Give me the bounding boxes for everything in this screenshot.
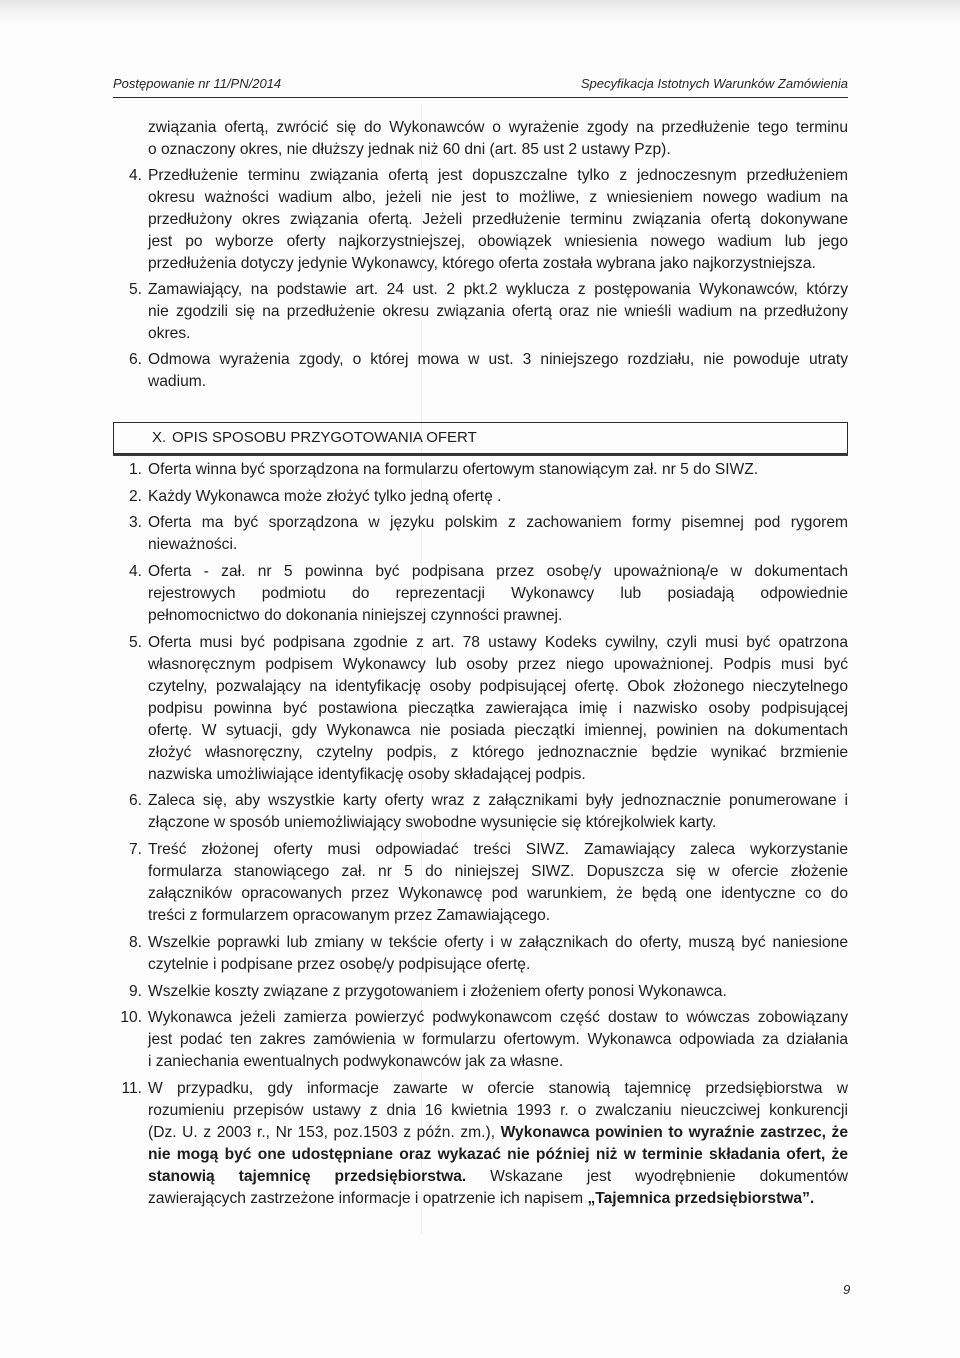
text-line: przedłużony okres związania ofertą. Jeżeli przedłużenie terminu związania ofertą dokonywane bbox=[148, 211, 848, 228]
list-item bbox=[128, 932, 848, 976]
list-item bbox=[120, 1007, 848, 1073]
text-line: podpisu powinna być postawiona pieczątka zawierająca imię i nazwisko osoby podpisującej bbox=[148, 699, 848, 717]
bold-text: stanowią tajemnicę przedsiębiorstwa. bbox=[148, 1167, 467, 1185]
section-title: OPIS SPOSOBU PRZYGOTOWANIA OFERT bbox=[172, 429, 477, 446]
section-heading-box bbox=[113, 422, 848, 454]
text-line: wadium. bbox=[148, 373, 207, 390]
list-item bbox=[128, 165, 848, 275]
text-line bbox=[148, 1166, 848, 1188]
text-line: treści z formularzem opracowanym przez Zamawiającego. bbox=[148, 907, 551, 925]
text-line bbox=[148, 1144, 848, 1166]
text-line: czytelny, pozwalający na identyfikację osoby podpisującej ofertę. Obok złożonego nieczytelnego bbox=[148, 677, 848, 695]
text-line: ofertę. W sytuacji, gdy Wykonawca nie posiada pieczątki imiennej, powinien na dokumentach bbox=[148, 721, 848, 739]
text-line: Zamawiający, na podstawie art. 24 ust. 2 pkt.2 wyklucza z postępowania Wykonawców, którzy bbox=[148, 281, 848, 298]
list-item bbox=[128, 790, 848, 834]
list-item bbox=[121, 1078, 849, 1210]
item-number: 5. bbox=[128, 633, 142, 651]
item-number: 6. bbox=[128, 792, 142, 810]
list-item bbox=[128, 349, 848, 393]
item-number: 1. bbox=[128, 461, 142, 478]
text-line bbox=[148, 1188, 848, 1210]
item-number: 9. bbox=[128, 982, 142, 1000]
text-line: jest podać ten zakres zamówienia w formularzu ofertowym. Wykonawca odpowiada za działania bbox=[148, 1031, 848, 1049]
text-line: nie zgodzili się na przedłużenie okresu związania ofertą oraz nie wnieśli wadium na przedłużony bbox=[148, 303, 848, 320]
text-line bbox=[148, 1122, 848, 1144]
list-item bbox=[128, 981, 848, 1003]
text-line: pełnomocnictwo do dokonania niniejszej czynności prawnej. bbox=[148, 607, 563, 625]
list-item bbox=[128, 561, 848, 627]
text-line: nieważności. bbox=[148, 536, 238, 554]
text-line: okres. bbox=[148, 325, 191, 342]
text-line: Zaleca się, aby wszystkie karty oferty wraz z załącznikami były jednoznacznie ponumerowane i bbox=[148, 792, 848, 810]
header-divider bbox=[113, 97, 848, 98]
item-number: 3. bbox=[128, 514, 142, 532]
text-line: Odmowa wyrażenia zgody, o której mowa w ust. 3 niniejszego rozdziału, nie powoduje utraty bbox=[148, 351, 848, 368]
list-item bbox=[128, 459, 848, 481]
text-line: o oznaczony okres, nie dłuższy jednak niż 60 dni (art. 85 ust 2 ustawy Pzp). bbox=[148, 141, 671, 158]
text-line: rejestrowych podmiotu do reprezentacji Wykonawcy lub posiadają odpowiednie bbox=[148, 585, 848, 603]
text-segment: Wskazane jest wyodrębnienie dokumentów bbox=[466, 1167, 849, 1185]
text-line: i zaniechania ewentualnych podwykonawców jak za własne. bbox=[148, 1053, 564, 1071]
text-line: Przedłużenie terminu związania ofertą jest dopuszczalne tylko z jednoczesnym przedłużeniem bbox=[148, 167, 848, 184]
text-line: jest po wyborze oferty najkorzystniejszej, obowiązek wniesienia nowego wadium lub jego bbox=[148, 233, 848, 250]
text-line: załączników opracowanych przez Wykonawcę pod warunkiem, że będą one identyczne co do bbox=[148, 885, 848, 903]
text-line: Wykonawca jeżeli zamierza powierzyć podwykonawcom część dostaw to wówczas zobowiązany bbox=[148, 1009, 848, 1027]
text-line: Każdy Wykonawca może złożyć tylko jedną ofertę . bbox=[148, 487, 502, 505]
header-document-title: Specyfikacja Istotnych Warunków Zamówienia bbox=[580, 76, 848, 91]
list-item bbox=[128, 279, 848, 345]
item-number: 8. bbox=[128, 933, 142, 951]
list-item bbox=[128, 839, 848, 927]
section-number: X. bbox=[152, 429, 167, 446]
bold-text: Wykonawca powinien to wyraźnie zastrzec, że bbox=[500, 1123, 848, 1141]
text-line: związania ofertą, zwrócić się do Wykonawców o wyrażenie zgody na przedłużenie tego terminu bbox=[148, 119, 848, 136]
text-line: Oferta - zał. nr 5 powinna być podpisana przez osobę/y upoważnioną/e w dokumentach bbox=[148, 563, 848, 581]
item-number: 7. bbox=[128, 841, 142, 859]
bold-text: nie mogą być one udostępniane oraz wykazać nie później niż w terminie składania ofert, że bbox=[148, 1145, 848, 1163]
text-line: własnoręcznym podpisem Wykonawcy lub osoby przez niego upoważnionej. Podpis musi być bbox=[148, 655, 848, 673]
text-line: Oferta musi być podpisana zgodnie z art. 78 ustawy Kodeks cywilny, czyli musi być opatrzona bbox=[148, 633, 848, 651]
section-x-list bbox=[120, 459, 849, 1215]
text-line: rozumieniu przepisów ustawy z dnia 16 kwietnia 1993 r. o zwalczaniu nieuczciwej konkurencji bbox=[148, 1101, 848, 1119]
text-line: Wszelkie koszty związane z przygotowaniem i złożeniem oferty ponosi Wykonawca. bbox=[148, 982, 727, 1000]
list-item bbox=[148, 117, 848, 161]
text-line: W przypadku, gdy informacje zawarte w ofercie stanowią tajemnicę przedsiębiorstwa w bbox=[148, 1079, 848, 1097]
item-number: 6. bbox=[128, 351, 142, 368]
item-number: 10. bbox=[120, 1009, 142, 1027]
item-number: 5. bbox=[128, 281, 142, 298]
text-line: czytelnie i podpisane przez osobę/y podpisujące ofertę. bbox=[148, 955, 531, 973]
previous-section-list bbox=[128, 117, 848, 397]
text-line: Oferta winna być sporządzona na formularzu ofertowym stanowiącym zał. nr 5 do SIWZ. bbox=[148, 461, 759, 478]
text-line: złożyć własnoręczny, czytelny podpis, z którego jednoznacznie będzie wynikać brzmienie bbox=[148, 743, 848, 761]
item-number: 2. bbox=[128, 487, 142, 505]
text-segment: zawierających zastrzeżone informacje i opatrzenie ich napisem bbox=[148, 1189, 588, 1207]
list-item bbox=[128, 512, 848, 556]
list-item bbox=[128, 486, 848, 508]
text-line: Treść złożonej oferty musi odpowiadać treści SIWZ. Zamawiający zaleca wykorzystanie bbox=[148, 841, 848, 859]
item-number: 11. bbox=[121, 1079, 142, 1097]
text-segment: (Dz. U. z 2003 r., Nr 153, poz.1503 z późn. zm.), bbox=[148, 1123, 501, 1141]
text-line: nazwiska umożliwiające identyfikację osoby składającej podpis. bbox=[148, 765, 586, 783]
text-line: formularza stanowiącego zał. nr 5 do niniejszej SIWZ. Dopuszcza się w ofercie złożenie bbox=[148, 863, 848, 881]
item-number: 4. bbox=[128, 563, 142, 581]
text-line: przedłużenia dotyczy jedynie Wykonawcy, którego oferta została wybrana jako najkorzystniejsza. bbox=[148, 255, 816, 272]
text-line: okresu ważności wadium albo, jeżeli nie jest to możliwe, z wniesieniem nowego wadium na bbox=[148, 189, 848, 206]
text-line: Wszelkie poprawki lub zmiany w tekście oferty i w załącznikach do oferty, muszą być naniesione bbox=[148, 933, 848, 951]
list-item bbox=[128, 632, 848, 786]
text-line: złączone w sposób uniemożliwiający swobodne wysunięcie się którejkolwiek karty. bbox=[148, 814, 717, 832]
text-line: Oferta ma być sporządzona w języku polskim z zachowaniem formy pisemnej pod rygorem bbox=[148, 514, 848, 532]
page-number: 9 bbox=[843, 1282, 851, 1297]
scan-edge-shading bbox=[0, 0, 960, 24]
bold-text: „Tajemnica przedsiębiorstwa”. bbox=[587, 1189, 815, 1207]
header-procedure-number: Postępowanie nr 11/PN/2014 bbox=[113, 76, 282, 91]
item-number: 4. bbox=[128, 167, 142, 184]
